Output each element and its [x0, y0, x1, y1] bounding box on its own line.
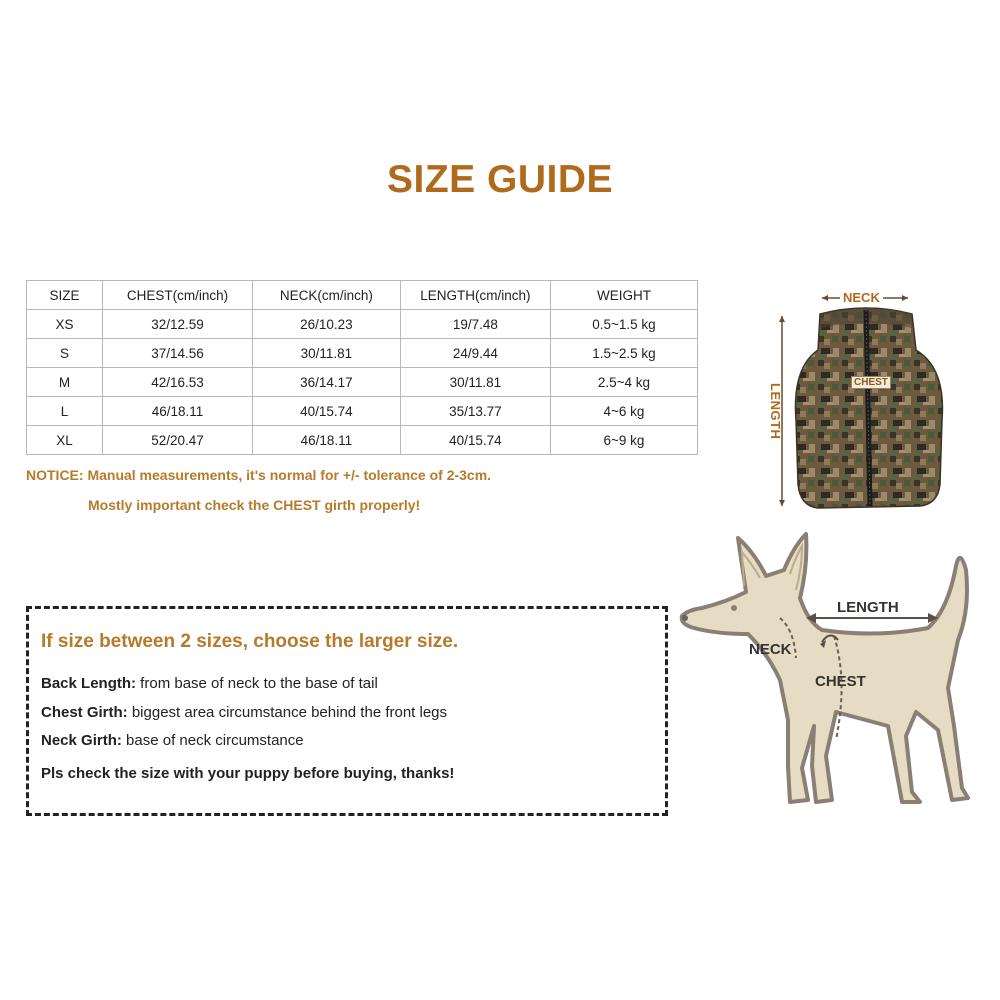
table-cell: 40/15.74 [400, 426, 550, 455]
tip-back-length [41, 675, 378, 692]
table-row [27, 310, 698, 339]
dog-diagram [676, 530, 986, 820]
table-cell: 36/14.17 [252, 368, 400, 397]
table-cell: 42/16.53 [103, 368, 253, 397]
table-header-cell: SIZE [27, 281, 103, 310]
table-cell: 32/12.59 [103, 310, 253, 339]
table-cell: 46/18.11 [103, 397, 253, 426]
notice-tolerance: NOTICE: Manual measurements, it's normal for +/- tolerance of 2-3cm. [26, 467, 492, 483]
table-cell: 30/11.81 [252, 339, 400, 368]
table-cell: 4~6 kg [550, 397, 697, 426]
table-cell: 30/11.81 [400, 368, 550, 397]
tip-label: Chest Girth: [41, 704, 128, 721]
table-cell: S [27, 339, 103, 368]
table-cell: 52/20.47 [103, 426, 253, 455]
tip-label: Neck Girth: [41, 732, 122, 749]
tip-text: base of neck circumstance [121, 732, 304, 749]
table-header-row [27, 281, 698, 310]
tip-text: biggest area circumstance behind the front legs [127, 704, 448, 721]
table-row [27, 426, 698, 455]
notice-chest: Mostly important check the CHEST girth properly! [88, 497, 421, 513]
size-table [26, 280, 698, 455]
table-cell: L [27, 397, 103, 426]
table-cell: 46/18.11 [252, 426, 400, 455]
table-cell: 24/9.44 [400, 339, 550, 368]
table-cell: 35/13.77 [400, 397, 550, 426]
coat-diagram [770, 288, 960, 520]
table-cell: 26/10.23 [252, 310, 400, 339]
table-cell: 6~9 kg [550, 426, 697, 455]
page-title: SIZE GUIDE [386, 158, 614, 201]
tip-text: from base of neck to the base of tail [136, 675, 378, 692]
dog-chest-label: CHEST [815, 673, 866, 690]
tip-chest-girth [41, 704, 447, 721]
coat-chest-tag: CHEST [851, 376, 891, 389]
table-cell: 2.5~4 kg [550, 368, 697, 397]
table-cell: 19/7.48 [400, 310, 550, 339]
coat-illustration [770, 288, 960, 520]
coat-neck-label: NECK [840, 290, 883, 305]
table-cell: 1.5~2.5 kg [550, 339, 697, 368]
sizing-tips-box [26, 606, 668, 816]
table-row [27, 397, 698, 426]
dog-length-label: LENGTH [837, 599, 899, 616]
table-cell: 37/14.56 [103, 339, 253, 368]
table-header-cell: CHEST(cm/inch) [103, 281, 253, 310]
tips-heading: If size between 2 sizes, choose the larger size. [41, 631, 459, 652]
table-header-cell: LENGTH(cm/inch) [400, 281, 550, 310]
table-row [27, 368, 698, 397]
table-row [27, 339, 698, 368]
table-cell: XL [27, 426, 103, 455]
table-cell: XS [27, 310, 103, 339]
dog-neck-label: NECK [749, 641, 792, 658]
tip-final-note: Pls check the size with your puppy before buying, thanks! [41, 765, 455, 782]
table-header-cell: WEIGHT [550, 281, 697, 310]
table-cell: 0.5~1.5 kg [550, 310, 697, 339]
tip-label: Back Length: [41, 675, 137, 692]
table-cell: M [27, 368, 103, 397]
coat-length-label: LENGTH [768, 383, 783, 440]
table-cell: 40/15.74 [252, 397, 400, 426]
table-header-cell: NECK(cm/inch) [252, 281, 400, 310]
tip-neck-girth [41, 732, 304, 749]
